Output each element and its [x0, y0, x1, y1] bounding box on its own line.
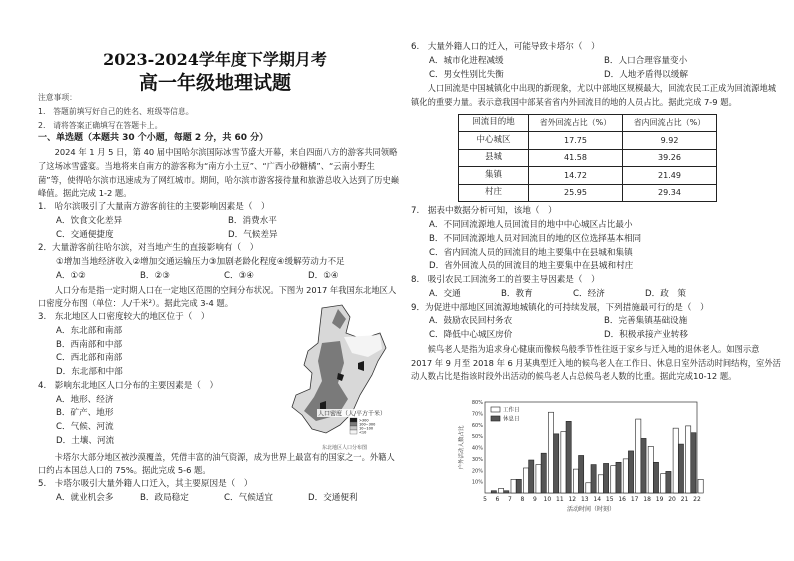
- x-tick-label: 8: [520, 496, 525, 503]
- legend-label: 10~100: [359, 426, 374, 431]
- option: A．鼓励农民回村务农: [429, 316, 513, 327]
- bar-restday: [666, 471, 671, 493]
- passage-migratory-elderly: 候鸟老人是指为追求身心健康而像候鸟般季节性往返于家乡与迁入地的退休老人。如图示意 2017 年 9 月至 2018 年 6 月某典型迁入地的候鸟老人在工作日、休息日室外活动时间结构，室外活动人数占比是指该时段外出活动的候鸟老人占总候鸟老人数的比重。据此完成10-12 题。: [411, 343, 781, 382]
- table-row: [459, 132, 717, 150]
- bar-workday: [561, 432, 566, 493]
- bar-restday: [628, 451, 633, 493]
- bar-restday: [678, 444, 683, 493]
- table-cell: 集镇: [459, 167, 529, 185]
- outdoor-activity-chart: [455, 393, 715, 521]
- bar-workday: [586, 483, 591, 493]
- bar-workday: [661, 474, 666, 493]
- passage-qatar: 卡塔尔大部分地区被沙漠覆盖，凭借丰富的油气资源，成为世界上最富有的国家之一。外籍人口约占本国总人口的 75%。据此完成 5-6 题。: [38, 451, 395, 476]
- y-tick-label: 40%: [471, 445, 483, 452]
- table-cell: 中心城区: [459, 132, 529, 150]
- y-axis-label: 户外活动人数占比: [459, 425, 465, 470]
- bar-restday: [691, 433, 696, 493]
- table-cell: 29.34: [623, 184, 717, 202]
- option: B．完善集镇基础设施: [604, 316, 688, 327]
- x-tick-label: 13: [580, 496, 589, 503]
- option: A．东北部和南部: [56, 325, 123, 336]
- note-item: 1. 答题前填写好自己的姓名、班级等信息。: [38, 106, 194, 116]
- bar-workday: [523, 468, 528, 493]
- bar-workday: [623, 459, 628, 493]
- question-2-statements: ①增加当地经济收入②增加交通运输压力③加剧老龄化程度④缓解劳动力不足: [56, 257, 345, 267]
- legend-label: 休息日: [503, 416, 520, 423]
- table-row: [459, 167, 717, 185]
- table-cell: 39.26: [623, 149, 717, 167]
- x-tick-label: 12: [568, 496, 577, 503]
- table-header-row: [459, 114, 717, 132]
- legend-label: 工作日: [503, 407, 520, 414]
- bar-restday: [504, 491, 509, 493]
- legend-swatch: [491, 416, 500, 421]
- bar-restday: [603, 463, 608, 493]
- x-tick-label: 17: [630, 496, 639, 503]
- return-destination-table: [458, 114, 717, 203]
- bar-workday: [511, 479, 516, 493]
- legend-swatch: [491, 407, 500, 412]
- x-tick-label: 18: [643, 496, 651, 503]
- option: B．西南部和中部: [56, 339, 123, 350]
- option: C．③④: [224, 270, 255, 281]
- map-caption: 东北地区人口分布图: [322, 445, 368, 451]
- y-tick-label: 70%: [471, 411, 483, 418]
- bar-restday: [554, 434, 559, 493]
- option: D．土壤、河流: [56, 435, 115, 446]
- bar-restday: [591, 465, 596, 493]
- option: C．气候适宜: [224, 492, 273, 503]
- x-tick-label: 22: [693, 496, 701, 503]
- question-6: 6. 大量外籍人口的迁入，可能导致卡塔尔（ ）: [411, 42, 600, 52]
- bar-workday: [611, 466, 616, 493]
- option: D．政 策: [645, 288, 686, 299]
- table-header: 省外回流占比（%）: [529, 114, 623, 132]
- question-5: 5. 卡塔尔吸引大量外籍人口迁入，其主要原因是（ ）: [38, 479, 253, 489]
- option: C．交通便捷度: [56, 229, 114, 240]
- table-cell: 14.72: [529, 167, 623, 185]
- option: D．积极承接产业转移: [604, 330, 688, 340]
- option: C．西北部和南部: [56, 353, 123, 364]
- northeast-population-map: [282, 303, 392, 453]
- bar-restday: [579, 455, 584, 493]
- bar-workday: [536, 465, 541, 493]
- table-cell: 村庄: [459, 184, 529, 202]
- x-tick-label: 14: [593, 496, 602, 503]
- x-tick-label: 15: [605, 496, 614, 503]
- bar-restday: [529, 460, 534, 493]
- question-8: 8. 吸引农民工回流务工的首要主导因素是（ ）: [411, 275, 600, 285]
- section-heading: 一、单选题（本题共 30 个小题，每题 2 分，共 60 分）: [38, 133, 269, 144]
- legend-label: <10: [359, 430, 367, 435]
- passage-return-migration: 人口回流是中国城镇化中出现的新现象，尤以中部地区规模最大，回流农民工正成为回流源地城镇化的重要力量。表示意我国中部某省省内外回流目的地的人员占比。据此完成 7-9 题。: [411, 83, 777, 107]
- option: D．省外回流人员的回流目的地主要集中在县城和村庄: [429, 261, 634, 272]
- option: A．不同回流源地人员回流目的地中中心城区占比最小: [429, 220, 633, 230]
- y-tick-label: 50%: [471, 434, 483, 441]
- x-tick-label: 9: [532, 496, 537, 503]
- option: C．省内回流人员的回流目的地主要集中在县城和集镇: [429, 247, 633, 258]
- table-row: [459, 149, 717, 167]
- table-row: [459, 184, 717, 202]
- table-cell: 9.92: [623, 132, 717, 150]
- question-3: 3. 东北地区人口密度较大的地区位于（ ）: [38, 312, 210, 322]
- notes-heading: 注意事项：: [38, 93, 77, 102]
- legend-label: >300: [359, 418, 369, 423]
- option: A．就业机会多: [56, 492, 114, 503]
- option: A．地形、经济: [56, 394, 114, 405]
- option: D．①④: [308, 270, 339, 281]
- question-9: 9．为促进中部地区回流源地城镇化的可持续发展，下列措施最可行的是（ ）: [411, 302, 709, 313]
- option: D．人地矛盾得以缓解: [604, 69, 688, 80]
- bar-restday: [491, 491, 496, 493]
- x-tick-label: 20: [668, 496, 676, 503]
- x-tick-label: 7: [508, 496, 512, 503]
- legend-swatch: [350, 422, 357, 426]
- x-tick-label: 11: [556, 496, 564, 503]
- option: C．降低中心城区房价: [429, 330, 513, 340]
- option: A．①②: [56, 270, 86, 281]
- bar-workday: [499, 488, 504, 493]
- option: B．人口合理容量变小: [604, 55, 688, 66]
- bar-workday: [673, 428, 678, 493]
- bar-restday: [616, 462, 621, 493]
- option: B．不同回流源地人员对回流目的地的区位选择基本相同: [429, 233, 642, 244]
- passage-population: 人口分布是指一定时期人口在一定地区范围的空间分布状况。下图为 2017 年我国东北地区人口密度分布图（单位：人/千米²）。据此完成 3-4 题。: [38, 284, 397, 309]
- y-tick-label: 30%: [471, 456, 483, 463]
- option: B．消费水平: [228, 215, 277, 226]
- x-tick-label: 5: [483, 496, 487, 503]
- x-tick-label: 21: [680, 496, 689, 503]
- option: A．交通: [429, 288, 461, 299]
- question-1: 1. 哈尔滨吸引了大量南方游客前往的主要影响因素是（ ）: [38, 202, 270, 212]
- question-7: 7. 据表中数据分析可知，该地（ ）: [411, 206, 557, 217]
- option: B．矿产、地形: [56, 408, 114, 419]
- x-tick-label: 16: [618, 496, 626, 503]
- y-tick-label: 10%: [471, 479, 483, 486]
- x-tick-label: 6: [495, 496, 500, 503]
- legend-swatch: [350, 430, 357, 434]
- bar-restday: [653, 462, 658, 493]
- bar-workday: [698, 479, 703, 493]
- legend-swatch: [350, 426, 357, 430]
- legend-swatch: [350, 418, 357, 422]
- note-item: 2. 请将答案正确填写在答题卡上。: [38, 120, 163, 130]
- bar-workday: [648, 446, 653, 493]
- bar-workday: [636, 419, 641, 493]
- bar-workday: [573, 469, 578, 493]
- right-column: [411, 41, 783, 384]
- table-header: 回流目的地: [459, 114, 529, 132]
- option: A．城市化进程减缓: [429, 55, 504, 66]
- option: D．东北部和中部: [56, 367, 123, 377]
- bar-workday: [686, 426, 691, 493]
- question-4: 4. 影响东北地区人口分布的主要因素是（ ）: [38, 380, 219, 391]
- legend-label: 100~300: [359, 422, 376, 427]
- option: C．男女性别比失衡: [429, 69, 504, 80]
- bar-restday: [516, 479, 521, 493]
- x-axis-label: 活动时间（时刻）: [566, 506, 616, 513]
- bar-restday: [566, 421, 571, 493]
- x-tick-label: 10: [543, 496, 552, 503]
- option: B．教育: [501, 288, 533, 299]
- bar-workday: [598, 475, 603, 493]
- exam-title: 2023-2024学年度下学期月考: [103, 50, 327, 69]
- bar-workday: [548, 412, 553, 493]
- question-2: 2．大量游客前往哈尔滨，对当地产生的直接影响有（ ）: [38, 243, 259, 254]
- y-tick-label: 80%: [471, 400, 483, 406]
- bar-restday: [641, 438, 646, 493]
- table-cell: 17.75: [529, 132, 623, 150]
- table-cell: 25.95: [529, 184, 623, 202]
- passage-harbin: 2024 年 1 月 5 日，第 40 届中国哈尔滨国际冰雪节盛大开幕，来自四面八方的游客共同领略了这场冰雪盛宴。当地将来自南方的游客称为“南方小土豆”、“广西小砂糖橘”、“云南小野生菌”等，使得哈尔滨市迅速成为了网红城市。期间，哈尔滨市游客接待量和旅游总收入达到了历史巅峰值。据此完成 1-2 题。: [38, 147, 400, 199]
- option: B．政局稳定: [140, 492, 189, 503]
- table-header: 省内回流占比（%）: [623, 114, 717, 132]
- exam-subtitle: 高一年级地理试题: [138, 72, 291, 94]
- option: C．气候、河流: [56, 422, 114, 432]
- table-cell: 县城: [459, 149, 529, 167]
- x-tick-label: 19: [655, 496, 664, 503]
- option: A．饮食文化差异: [56, 215, 123, 226]
- map-legend-title: 人口密度（人/平方千米）: [318, 410, 387, 418]
- option: D．气候差异: [228, 229, 278, 240]
- option: C．经济: [573, 288, 605, 299]
- option: B．②③: [140, 270, 170, 281]
- y-tick-label: 60%: [471, 422, 483, 429]
- map-legend: [350, 418, 375, 435]
- table-cell: 41.58: [529, 149, 623, 167]
- bar-restday: [541, 453, 546, 493]
- table-cell: 21.49: [623, 167, 717, 185]
- y-tick-label: 20%: [471, 468, 483, 475]
- option: D．交通便利: [308, 492, 358, 503]
